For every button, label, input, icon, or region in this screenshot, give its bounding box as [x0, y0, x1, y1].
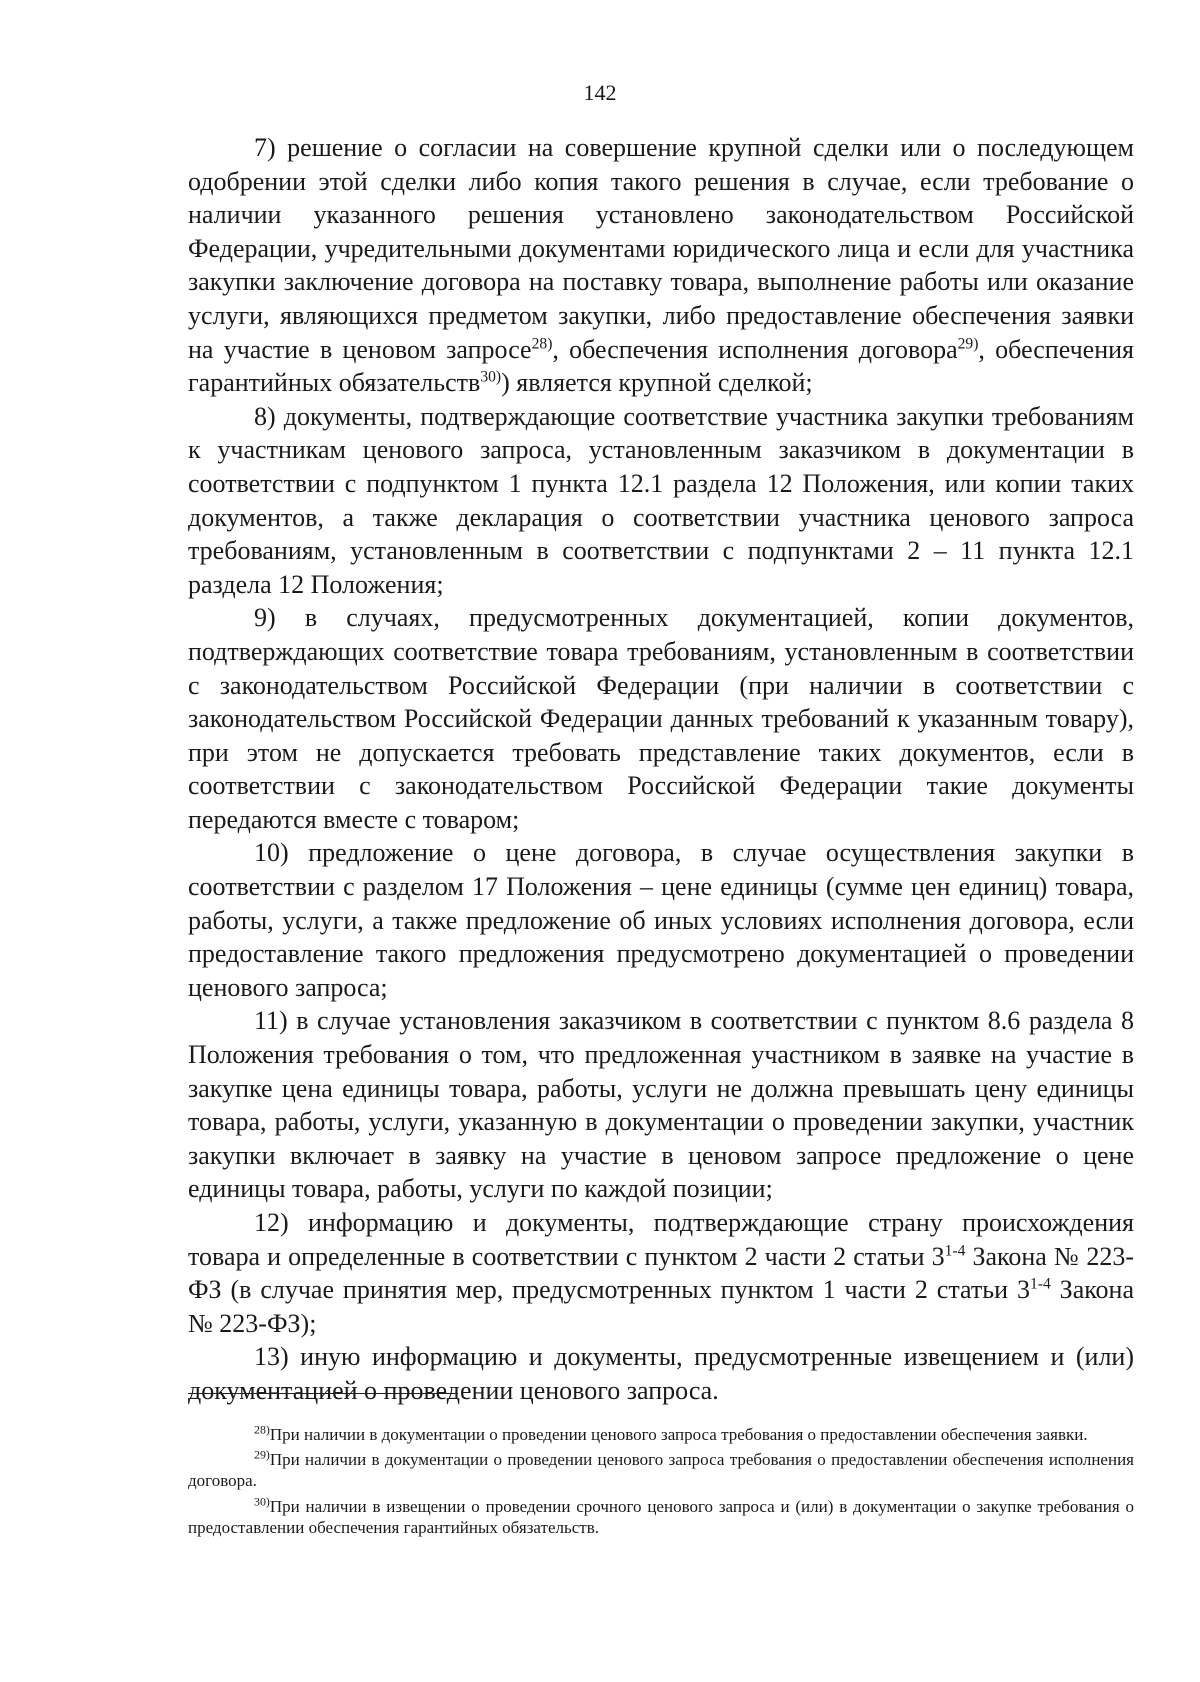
footnote-separator — [188, 1393, 458, 1394]
footnote-30 — [188, 1493, 1134, 1538]
item-text: , обеспечения гарантийных обязательств — [188, 334, 1135, 398]
list-item-11: 11) в случае установления заказчиком в соответствии с пунктом 8.6 раздела 8 Положения требования о том, что предложенная участником в заявке на участие в закупке цена единицы товара, работы, услуги не должна превышать цену единицы товара, работы, услуги, указанную в документации о проведении закупки, участник закупки включает в заявку на участие в ценовом запросе предложение о цене единицы товара, работы, услуги по каждой позиции; — [188, 1006, 1134, 1204]
superscript-index: 1-4 — [944, 1241, 966, 1259]
footnote-text: При наличии в документации о проведении ценового запроса требования о предоставлении обеспечения исполнения договора. — [188, 1450, 1134, 1491]
item-text: 7) решение о согласии на совершение крупной сделки или о последующем одобрении этой сделки либо копия такого решения в случае, если требование о наличии указанного решения установлено законодательством Российской Федерации, учредительными документами юридического лица и если для участника закупки заключение договора на поставку товара, выполнение работы или оказание услуги, являющихся предметом закупки, либо предоставление обеспечения заявки на участие в ценовом запросе — [188, 133, 1134, 364]
footnote-28 — [188, 1424, 1134, 1445]
item-text: Закона № 223-ФЗ (в случае принятия мер, предусмотренных пунктом 1 части 2 статьи 3 — [188, 1241, 1135, 1305]
document-body — [188, 131, 1134, 1408]
page-number: 142 — [583, 80, 617, 105]
item-text: , обеспечения исполнения договора — [552, 334, 958, 364]
footnote-ref-30[interactable]: 30) — [480, 368, 502, 386]
footnote-mark: 30) — [254, 1493, 270, 1508]
list-item-9: 9) в случаях, предусмотренных документацией, копии документов, подтверждающих соответствие товара требованиям, установленным в соответствии с законодательством Российской Федерации (при наличии в соответствии с законодательством Российской Федерации данных требований к указанным товару), при этом не допускается требовать представление таких документов, если в соответствии с законодательством Российской Федерации такие документы передаются вместе с товаром; — [188, 603, 1134, 834]
item-text: ) является крупной сделкой; — [501, 368, 813, 398]
footnotes — [188, 1424, 1134, 1542]
footnote-ref-28[interactable]: 28) — [531, 334, 553, 352]
superscript-index: 1-4 — [1029, 1275, 1051, 1293]
list-item-10: 10) предложение о цене договора, в случае осуществления закупки в соответствии с разделом 17 Положения – цене единицы (сумме цен единиц) товара, работы, услуги, а также предложение об иных условиях исполнения договора, если предоставление такого предложения предусмотрено документацией о проведении ценового запроса; — [188, 838, 1134, 1002]
footnote-text: При наличии в извещении о проведении срочного ценового запроса и (или) в документации о закупке требования о предоставлении обеспечения гарантийных обязательств. — [188, 1496, 1134, 1537]
list-item-8: 8) документы, подтверждающие соответствие участника закупки требованиям к участникам ценового запроса, установленным заказчиком в документации в соответствии с подпунктом 1 пункта 12.1 раздела 12 Положения, или копии таких документов, а также декларация о соответствии участника ценового запроса требованиям, установленным в соответствии с подпунктами 2 – 11 пункта 12.1 раздела 12 Положения; — [188, 401, 1134, 599]
footnote-text: При наличии в документации о проведении ценового запроса требования о предоставлении обеспечения заявки. — [269, 1425, 1088, 1444]
list-item-13: 13) иную информацию и документы, предусмотренные извещением и (или) документацией о проведении ценового запроса. — [188, 1342, 1134, 1405]
footnote-ref-29[interactable]: 29) — [957, 334, 979, 352]
footnote-mark: 28) — [254, 1422, 270, 1437]
list-item-7 — [188, 131, 1134, 400]
footnote-29 — [188, 1449, 1134, 1491]
item-text: 12) информацию и документы, подтверждающие страну происхождения товара и определенные в соответствии с пунктом 2 части 2 статьи 3 — [188, 1208, 1134, 1271]
item-text: Закона № 223-ФЗ); — [188, 1275, 1134, 1338]
list-item-12 — [188, 1206, 1134, 1340]
footnote-mark: 29) — [254, 1447, 270, 1462]
